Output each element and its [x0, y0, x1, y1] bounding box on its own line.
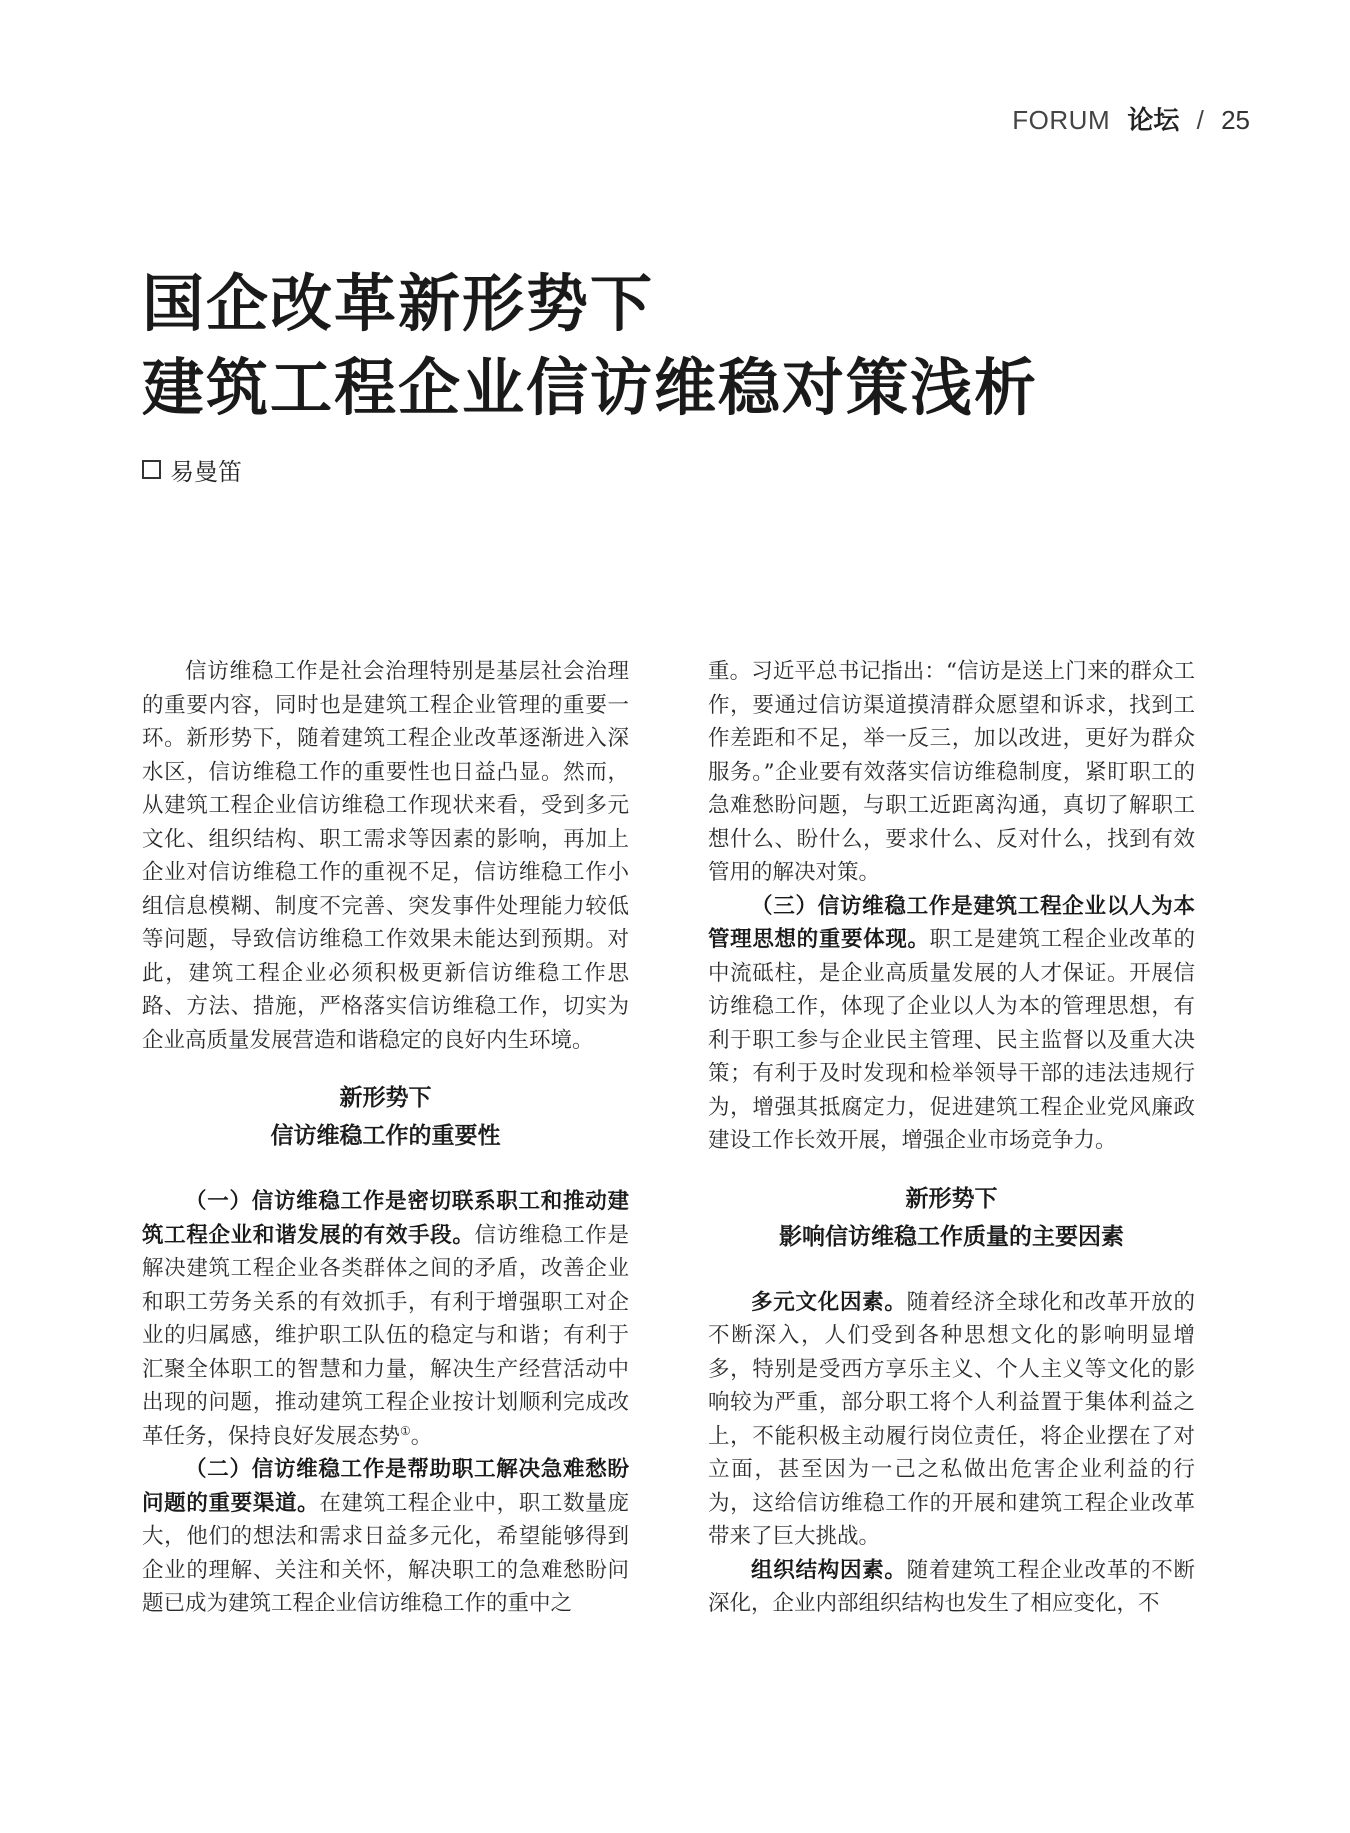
author-name: 易曼笛	[170, 458, 242, 486]
section-heading-1-line-2: 信访维稳工作的重要性	[270, 1123, 501, 1149]
paragraph-5-body: 随着建筑工程企业改革的不断深化，企业内部组织结构也发生了相应变化，不	[708, 1557, 1195, 1616]
paragraph-4-body: 随着经济全球化和改革开放的不断深入，人们受到各种思想文化的影响明显增多，特别是受西方享乐主义、个人主义等文化的影响较为严重，部分职工将个人利益置于集体利益之上，不能积极主动履行岗位责任，将企业摆在了对立面，甚至因为一己之私做出危害企业利益的行为，这给信访维稳工作的开展和建筑工程企业改革带来了巨大挑战。	[708, 1289, 1195, 1549]
right-column	[708, 655, 1195, 1621]
paragraph-1	[142, 1185, 629, 1453]
author-line	[142, 452, 242, 487]
paragraph-3	[708, 890, 1195, 1158]
section-heading-2-line-1: 新形势下	[905, 1185, 998, 1212]
continued-paragraph: 重。习近平总书记指出：“信访是送上门来的群众工作，要通过信访渠道摸清群众愿望和诉求，找到工作差距和不足，举一反三，加以改进，更好为群众服务。”企业要有效落实信访维稳制度，紧盯职工的急难愁盼问题，与职工近距离沟通，真切了解职工想什么、盼什么，要求什么、反对什么，找到有效管用的解决对策。	[708, 659, 1195, 885]
title-line-1: 国企改革新形势下	[142, 267, 655, 340]
intro-paragraph: 信访维稳工作是社会治理特别是基层社会治理的重要内容，同时也是建筑工程企业管理的重要一环。新形势下，随着建筑工程企业改革逐渐进入深水区，信访维稳工作的重要性也日益凸显。然而，从建筑工程企业信访维稳工作现状来看，受到多元文化、组织结构、职工需求等因素的影响，再加上企业对信访维稳工作的重视不足，信访维稳工作小组信息模糊、制度不完善、突发事件处理能力较低等问题，导致信访维稳工作效果未能达到预期。对此，建筑工程企业必须积极更新信访维稳工作思路、方法、措施，严格落实信访维稳工作，切实为企业高质量发展营造和谐稳定的良好内生环境。	[142, 659, 629, 1053]
paragraph-5	[708, 1554, 1195, 1621]
section-heading-1	[142, 1079, 629, 1155]
left-column	[142, 655, 629, 1621]
paragraph-5-lead: 组织结构因素。	[751, 1557, 907, 1583]
footnote-marker: ①	[400, 1423, 411, 1438]
paragraph-2-lead: （二）信访维稳工作是帮助职工解决急难愁盼问题的重要渠道。	[142, 1457, 629, 1516]
paragraph-1-body: 信访维稳工作是解决建筑工程企业各类群体之间的矛盾，改善企业和职工劳务关系的有效抓手，有利于增强职工对企业的归属感，维护职工队伍的稳定与和谐；有利于汇聚全体职工的智慧和力量，解决生产经营活动中出现的问题，推动建筑工程企业按计划顺利完成改革任务，保持良好发展态势	[142, 1222, 629, 1449]
title-line-2: 建筑工程企业信访维稳对策浅析	[142, 351, 1039, 424]
section-heading-2	[708, 1180, 1195, 1256]
paragraph-3-lead: （三）信访维稳工作是建筑工程企业以人为本管理思想的重要体现。	[708, 893, 1195, 952]
paragraph-1-lead: （一）信访维稳工作是密切联系职工和推动建筑工程企业和谐发展的有效手段。	[142, 1189, 629, 1248]
paragraph-4-lead: 多元文化因素。	[751, 1289, 907, 1315]
header-separator: /	[1196, 105, 1204, 135]
page-header	[1012, 100, 1250, 137]
author-box-icon	[142, 460, 161, 479]
paragraph-2	[142, 1453, 629, 1621]
header-section: 论坛	[1127, 105, 1180, 135]
page-number: 25	[1221, 105, 1250, 135]
section-heading-1-line-1: 新形势下	[339, 1085, 432, 1111]
header-forum: FORUM	[1012, 105, 1111, 135]
paragraph-1-end: 。	[410, 1423, 433, 1449]
paragraph-2-body: 在建筑工程企业中，职工数量庞大，他们的想法和需求日益多元化，希望能够得到企业的理解、关注和关怀，解决职工的急难愁盼问题已成为建筑工程企业信访维稳工作的重中之	[142, 1490, 629, 1616]
paragraph-3-body: 职工是建筑工程企业改革的中流砥柱，是企业高质量发展的人才保证。开展信访维稳工作，体现了企业以人为本的管理思想，有利于职工参与企业民主管理、民主监督以及重大决策；有利于及时发现和检举领导干部的违法违规行为，增强其抵腐定力，促进建筑工程企业党风廉政建设工作长效开展，增强企业市场竞争力。	[708, 927, 1195, 1153]
section-heading-2-line-2: 影响信访维稳工作质量的主要因素	[779, 1223, 1124, 1250]
paragraph-4	[708, 1286, 1195, 1554]
article-title	[142, 262, 1038, 430]
